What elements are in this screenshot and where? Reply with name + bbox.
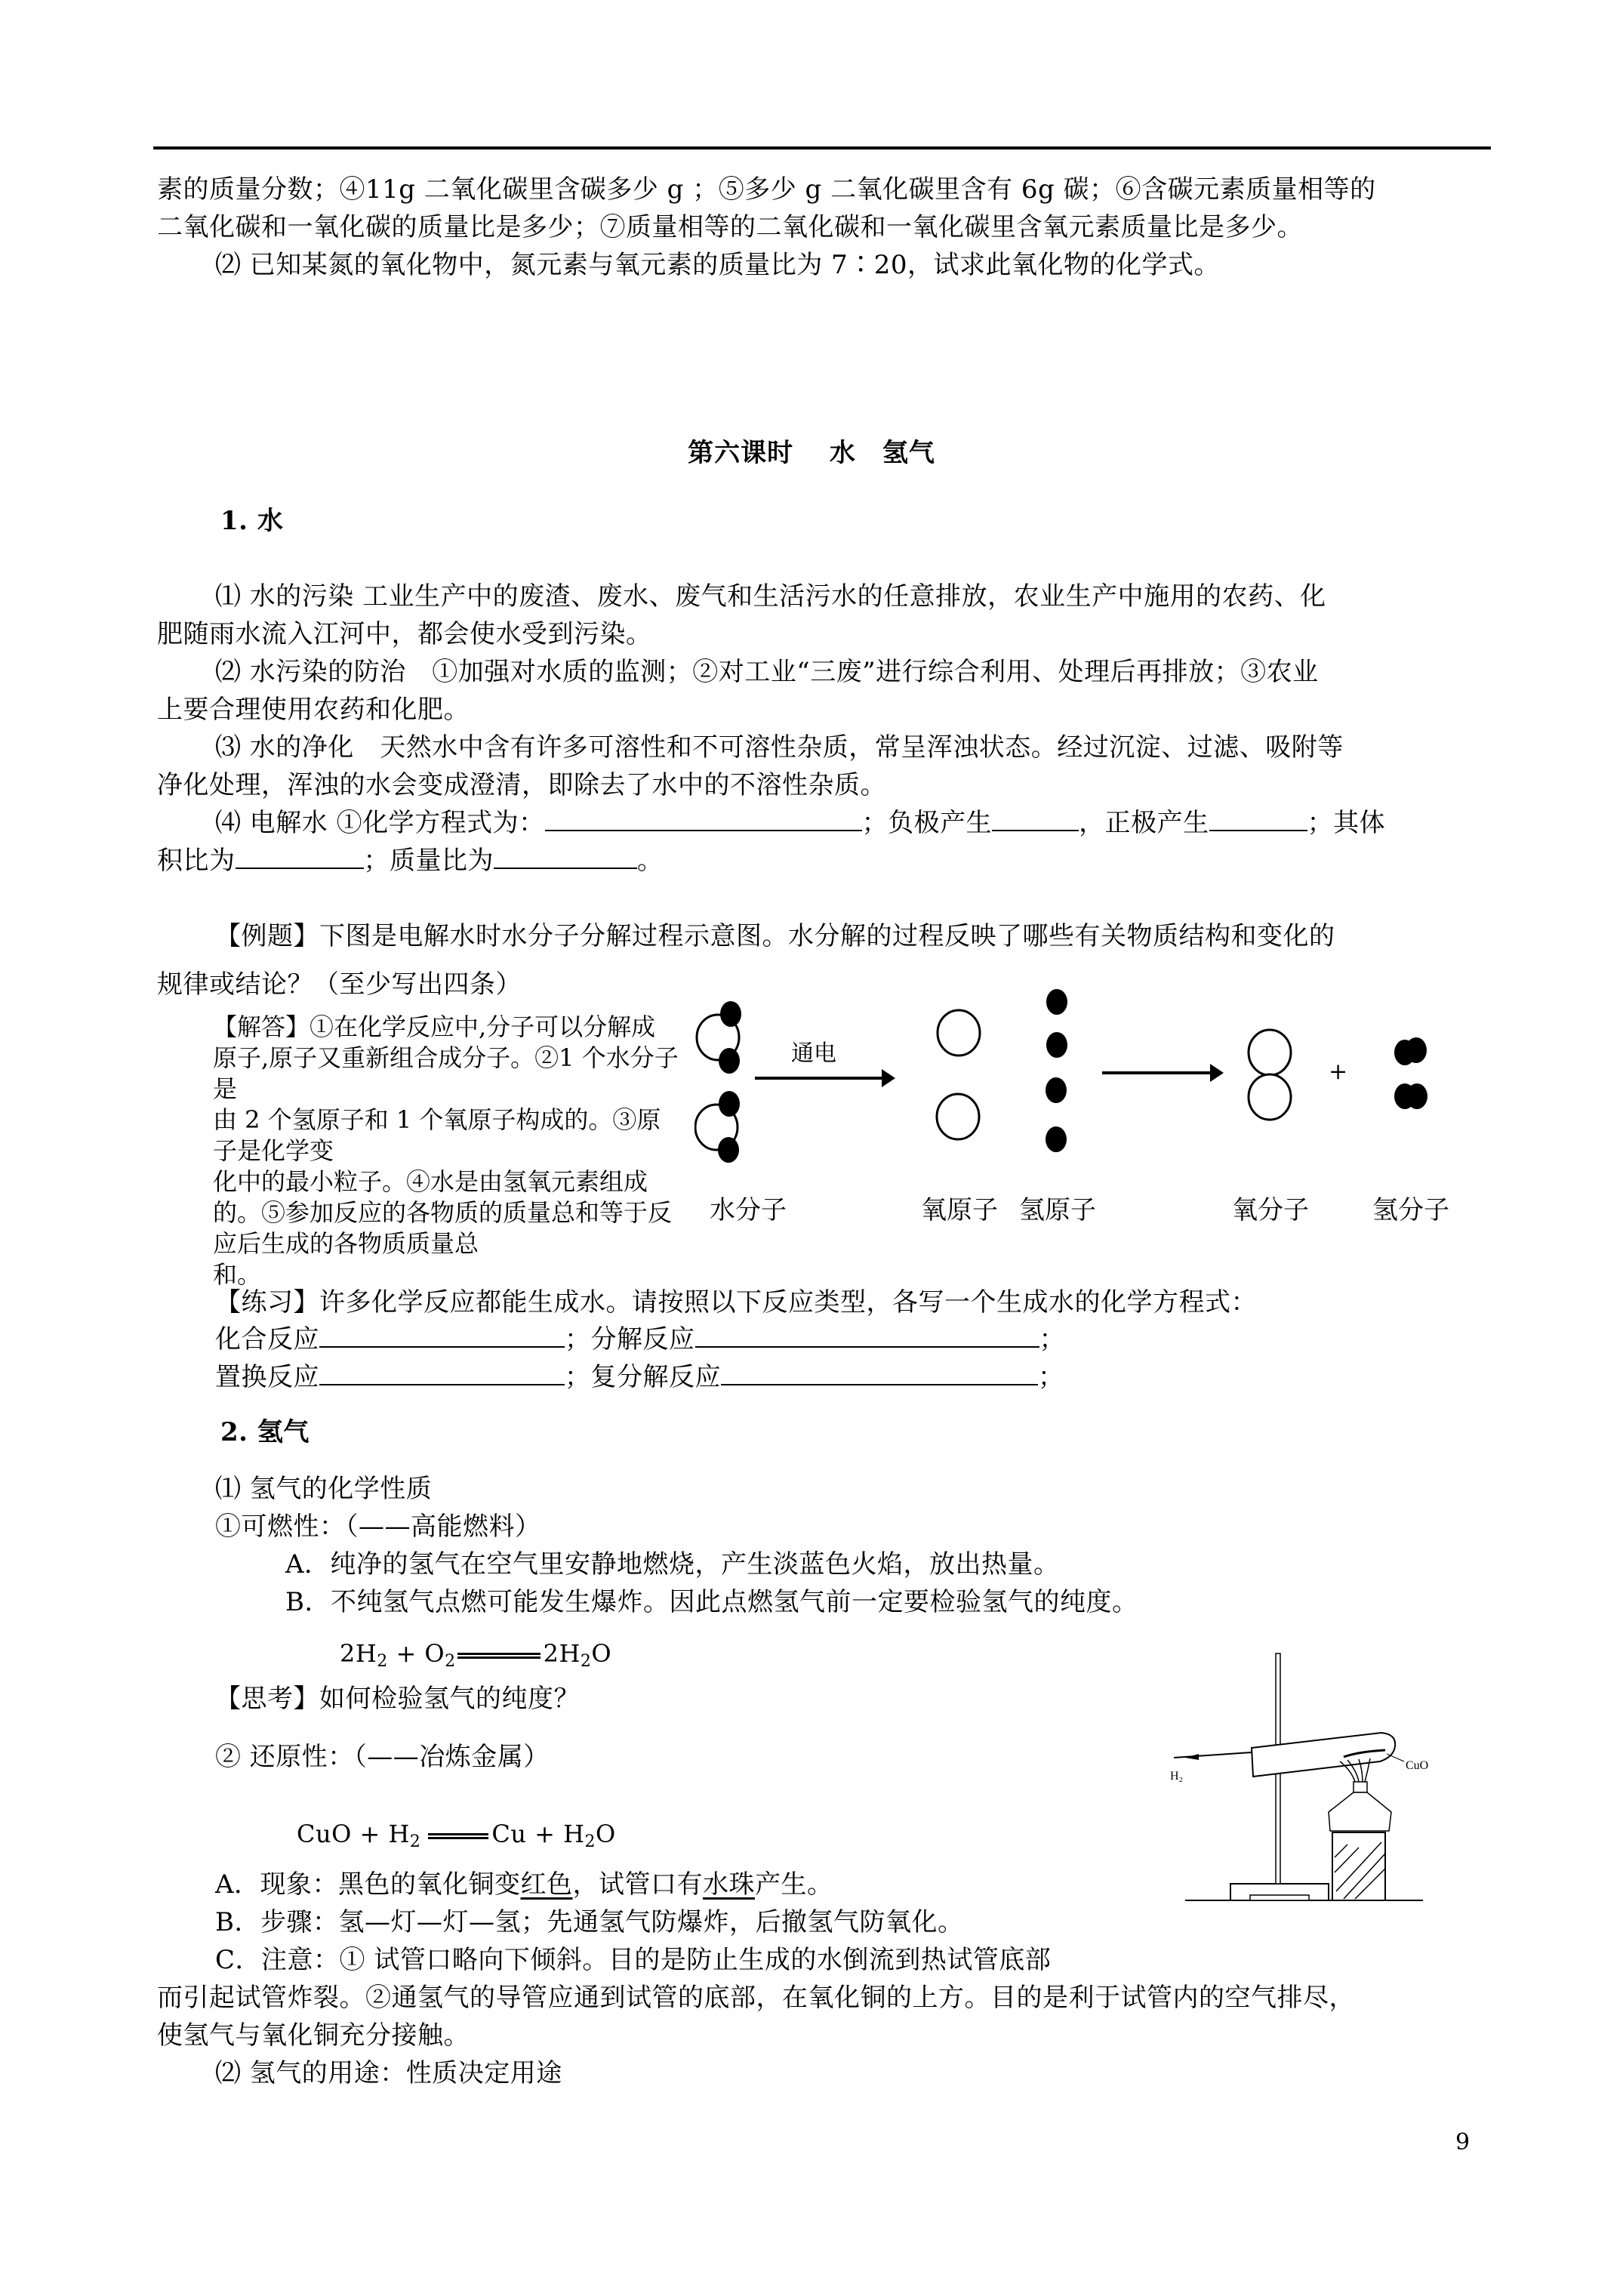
text-line: 肥随雨水流入江河中，都会使水受到污染。 <box>157 619 652 649</box>
answer-line: 的。⑤参加反应的各物质的质量总和等于反应后生成的各物质质量总 <box>213 1198 673 1258</box>
answer-line: 原子,原子又重新组合成分子。②1 个水分子是 <box>213 1043 679 1103</box>
text: ；其体 <box>1307 808 1386 838</box>
test-tube <box>1252 1733 1395 1777</box>
text-line: A．纯净的氢气在空气里安静地燃烧，产生淡蓝色火焰，放出热量。 <box>285 1549 1060 1579</box>
answer-line: 由 2 个氢原子和 1 个氧原子构成的。③原子是化学变 <box>213 1105 661 1165</box>
arrow-head <box>882 1069 895 1087</box>
hydrogen-atom <box>719 1048 740 1074</box>
oxygen-atom <box>938 1010 980 1056</box>
oxygen-molecule-atom <box>1249 1074 1291 1120</box>
practice-intro: 【练习】许多化学反应都能生成水。请按照以下反应类型，各写一个生成水的化学方程式： <box>215 1287 1257 1318</box>
subscript: 2 <box>580 1652 592 1671</box>
text-line: B．不纯氢气点燃可能发生爆炸。因此点燃氢气前一定要检验氢气的纯度。 <box>285 1587 1138 1617</box>
diagram-label: 氧原子 <box>921 1195 998 1225</box>
eq-term: 2H <box>340 1639 377 1668</box>
text-line: C．注意：① 试管口略向下倾斜。目的是防止生成的水倒流到热试管底部 <box>215 1945 1052 1975</box>
subscript: 2 <box>584 1832 596 1851</box>
answer-blank[interactable] <box>236 845 364 869</box>
combustion-equation <box>340 1637 611 1678</box>
text-line: ⑶ 水的净化 天然水中含有许多可溶性和不可溶性杂质，常呈浑浊状态。经过沉淀、过滤、吸附等 <box>215 732 1344 763</box>
hydrogen-atom <box>718 1137 739 1163</box>
oxygen-atom <box>937 1094 979 1139</box>
text: A．现象：黑色的氧化铜变 <box>215 1869 521 1900</box>
text-line: ⑵ 水污染的防治 ①加强对水质的监测；②对工业“三废”进行综合利用、处理后再排放；③农业 <box>215 657 1319 687</box>
reaction-type: 复分解反应 <box>590 1362 721 1392</box>
arrow-label: 通电 <box>791 1040 836 1067</box>
underlined-text: 水珠 <box>703 1869 756 1900</box>
diagram-label: 氢分子 <box>1372 1195 1449 1225</box>
arrow-head <box>1210 1064 1224 1082</box>
text-line: ⑴ 水的污染 工业生产中的废渣、废水、废气和生活污水的任意排放，农业生产中施用的农药、化 <box>215 581 1326 612</box>
separator: ； <box>565 1362 591 1392</box>
plus-sign: + <box>1329 1059 1348 1085</box>
text: ；负极产生 <box>861 808 993 838</box>
text: ，正极产生 <box>1079 808 1209 838</box>
lamp-wick <box>1354 1782 1367 1792</box>
apparatus-svg <box>1170 1650 1517 1937</box>
stand-base-foot <box>1250 1895 1309 1900</box>
eq-term: Cu + H <box>491 1820 585 1848</box>
reaction-type: 化合反应 <box>215 1324 319 1354</box>
equals-sign <box>457 1653 540 1659</box>
text: 积比为 <box>157 846 236 876</box>
reduction-equation <box>297 1817 616 1859</box>
separator: ； <box>565 1324 591 1354</box>
answer-line: 化中的最小粒子。④水是由氢氧元素组成 <box>213 1167 648 1196</box>
text: ；质量比为 <box>363 846 494 876</box>
hydrogen-atom <box>1046 989 1067 1015</box>
text-line: ⑴ 氢气的化学性质 <box>215 1474 433 1504</box>
answer-blank[interactable] <box>319 1324 565 1348</box>
section-heading-hydrogen: 2. 氢气 <box>220 1417 310 1447</box>
practice-row <box>215 1361 1064 1394</box>
eq-term: + O <box>387 1639 445 1668</box>
text-line <box>215 1868 833 1901</box>
hydrogen-atom <box>1046 1126 1067 1152</box>
section-heading-water: 1. 水 <box>220 506 284 536</box>
hydrogen-molecule-atom <box>1406 1083 1427 1109</box>
hydrogen-atom <box>719 1091 740 1117</box>
answer-blank[interactable] <box>494 845 637 869</box>
example-question: 【例题】下图是电解水时水分子分解过程示意图。水分解的过程反映了哪些有关物质结构和变化的 <box>215 921 1335 951</box>
text-line: ⑵ 氢气的用途：性质决定用途 <box>215 2058 562 2088</box>
text-line: ①可燃性：（——高能燃料） <box>215 1512 541 1542</box>
underlined-text: 红色 <box>520 1869 573 1900</box>
subscript: 2 <box>445 1652 456 1671</box>
answer-blank[interactable] <box>695 1324 1039 1348</box>
text: 。 <box>637 846 664 876</box>
text-line: 而引起试管炸裂。②通氢气的导管应通到试管的底部，在氧化铜的上方。目的是利于试管内的空气排尽， <box>157 1983 1355 2013</box>
text-line: 净化处理，浑浊的水会变成澄清，即除去了水中的不溶性杂质。 <box>157 770 886 800</box>
eq-term: CuO + H <box>297 1820 410 1848</box>
hydrogen-atom <box>1046 1032 1067 1058</box>
text-line: ⑵ 已知某氮的氧化物中，氮元素与氧元素的质量比为 7∶20，试求此氧化物的化学式。 <box>215 250 1221 280</box>
eq-term: O <box>596 1820 616 1848</box>
separator: ； <box>1039 1324 1065 1354</box>
water-molecule <box>697 1001 741 1074</box>
diagram-label: 氧分子 <box>1232 1195 1309 1225</box>
answer-line: 和。 <box>213 1260 262 1289</box>
hydrogen-reduction-apparatus <box>1170 1650 1517 1937</box>
text: 产生。 <box>755 1869 833 1900</box>
answer-blank[interactable] <box>1209 807 1307 831</box>
text-line: 上要合理使用农药和化肥。 <box>157 695 470 725</box>
fill-in-line <box>215 806 1385 840</box>
answer-line: 【解答】①在化学反应中,分子可以分解成 <box>213 1012 656 1041</box>
subscript: 2 <box>409 1832 421 1851</box>
answer-blank[interactable] <box>545 807 862 831</box>
text: ，试管口有 <box>572 1869 704 1900</box>
think-question: 【思考】如何检验氢气的纯度？ <box>215 1684 580 1714</box>
practice-row <box>215 1323 1065 1356</box>
fill-in-line <box>157 844 664 877</box>
text-line: ② 还原性：（——冶炼金属） <box>215 1742 550 1772</box>
cuo-leader-line <box>1387 1754 1404 1761</box>
text-line: 素的质量分数；④11g 二氧化碳里含碳多少 g ；⑤多少 g 二氧化碳里含有 6g 碳；⑥含碳元素质量相等的 <box>157 174 1376 205</box>
example-answer <box>213 1012 681 1290</box>
text-line: B．步骤：氢—灯—灯—氢；先通氢气防爆炸，后撤氢气防氧化。 <box>215 1907 964 1937</box>
eq-term: O <box>591 1639 612 1668</box>
reaction-type: 置换反应 <box>215 1362 319 1392</box>
equals-sign <box>428 1833 488 1839</box>
text-line: 二氧化碳和一氧化碳的质量比是多少；⑦质量相等的二氧化碳和一氧化碳里含氧元素质量比是多少。 <box>157 212 1303 242</box>
example-question: 规律或结论？（至少写出四条） <box>157 969 522 1000</box>
gas-tube <box>1174 1752 1252 1758</box>
alcohol-lamp <box>1329 1792 1391 1831</box>
hydrogen-atom <box>720 1001 741 1027</box>
lesson-title: 第六课时 水 氢气 <box>688 438 935 468</box>
text-line: 使氢气与氧化铜充分接触。 <box>157 2020 470 2051</box>
electrolysis-diagram <box>694 974 1510 1253</box>
separator: ； <box>1038 1362 1064 1392</box>
diagram-label: 氢原子 <box>1019 1195 1096 1225</box>
cuo-label: CuO <box>1406 1759 1429 1772</box>
answer-blank[interactable] <box>721 1361 1038 1385</box>
header-rule <box>153 146 1491 149</box>
oxygen-molecule-atom <box>1249 1030 1291 1075</box>
subscript: 2 <box>377 1652 388 1671</box>
answer-blank[interactable] <box>992 807 1079 831</box>
h2-label: H₂ <box>1170 1770 1184 1783</box>
hydrogen-molecule-atom <box>1406 1037 1427 1063</box>
reaction-type: 分解反应 <box>590 1324 695 1354</box>
answer-blank[interactable] <box>319 1361 565 1385</box>
text: ⑷ 电解水 ①化学方程式为： <box>215 808 545 838</box>
hydrogen-atom <box>1046 1077 1067 1103</box>
page-number: 9 <box>1455 2129 1471 2156</box>
eq-term: 2H <box>543 1639 581 1668</box>
diagram-label: 水分子 <box>710 1195 787 1225</box>
water-molecule <box>695 1091 740 1163</box>
